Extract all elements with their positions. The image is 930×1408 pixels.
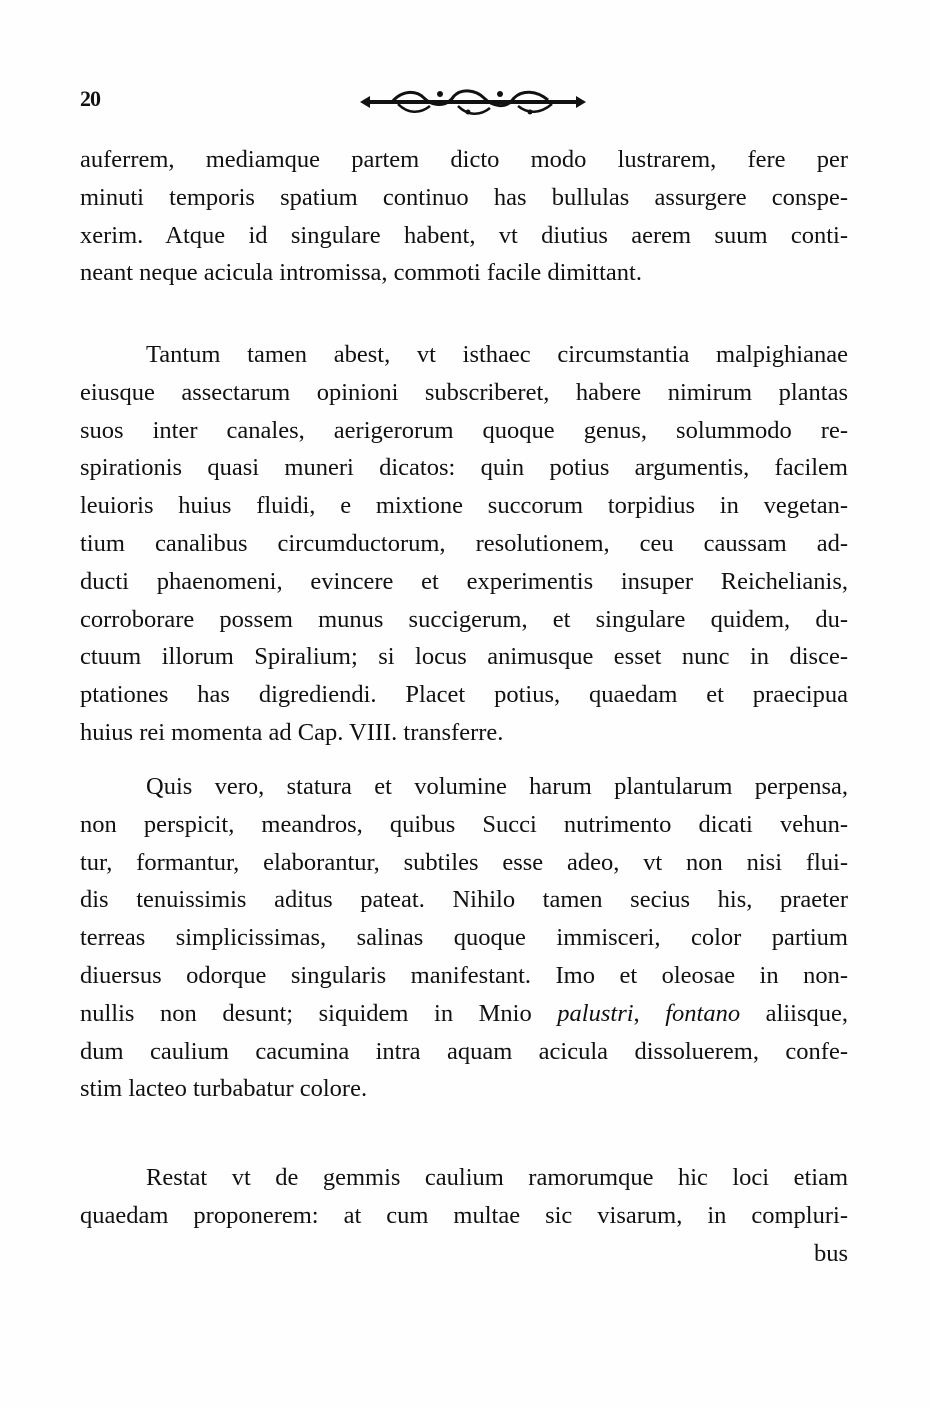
paragraph-2 [80, 336, 848, 752]
text-line: ctuum illorum Spiralium; si locus animusque esset nunc in disce- [80, 643, 848, 671]
species-name-fontano: fontano [665, 999, 741, 1027]
paragraph-1 [80, 141, 848, 292]
text-line: suos inter canales, aerigerorum quoque genus, solummodo re- [80, 416, 848, 444]
text-line: Restat vt de gemmis caulium ramorumque hic loci etiam [146, 1164, 848, 1191]
text-line: leuioris huius fluidi, e mixtione succorum torpidius in vegetan- [80, 492, 848, 520]
text-line: terreas simplicissimas, salinas quoque immisceri, color partium [80, 924, 848, 952]
text-line: dis tenuissimis aditus pateat. Nihilo tamen secius his, praeter [80, 886, 848, 914]
text-line: ptationes has digrediendi. Placet potius, quaedam et praecipua [80, 681, 848, 709]
text-line: auferrem, mediamque partem dicto modo lustrarem, fere per [80, 146, 848, 173]
page-number: 20 [80, 86, 100, 111]
text-line: corroborare possem munus succigerum, et singulare quidem, du- [80, 605, 848, 633]
text-line-with-italics [80, 995, 848, 1033]
text-segment: nullis non desunt; siquidem in Mnio [80, 999, 532, 1027]
text-line: diuersus odorque singularis manifestant. Imo et oleosae in non- [80, 961, 848, 989]
text-line: dum caulium cacumina intra aquam acicula dissoluerem, confe- [80, 1037, 848, 1065]
paragraph-4 [80, 1159, 848, 1272]
text-line: stim lacteo turbabatur colore. [80, 1075, 368, 1103]
text-segment: aliisque, [765, 999, 849, 1027]
text-line: minuti temporis spatium continuo has bullulas assurgere conspe- [80, 183, 848, 211]
text-line: quaedam proponerem: at cum multae sic visarum, in compluri- [80, 1201, 848, 1229]
species-name-palustri: palustri [557, 999, 634, 1027]
catchword: bus [813, 1239, 848, 1267]
text-line: eiusque assectarum opinioni subscriberet, habere nimirum plantas [80, 378, 848, 406]
text-line: ducti phaenomeni, evincere et experimentis insuper Reichelianis, [80, 567, 848, 595]
text-line: Tantum tamen abest, vt isthaec circumstantia malpighianae [146, 341, 848, 368]
text-line: Quis vero, statura et volumine harum plantularum perpensa, [146, 773, 848, 800]
ornament-icon [358, 84, 588, 120]
text-line: spirationis quasi muneri dicatos: quin potius argumentis, facilem [80, 454, 848, 482]
text-line: huius rei momenta ad Cap. VIII. transferre. [80, 718, 504, 746]
text-line: tium canalibus circumductorum, resolutionem, ceu caussam ad- [80, 529, 848, 557]
text-line: non perspicit, meandros, quibus Succi nutrimento dicati vehun- [80, 810, 848, 838]
paragraph-3 [80, 768, 848, 1108]
text-segment: , [633, 999, 640, 1027]
text-line: xerim. Atque id singulare habent, vt diutius aerem suum conti- [80, 221, 848, 249]
text-line: tur, formantur, elaborantur, subtiles esse adeo, vt non nisi flui- [80, 848, 848, 876]
text-line: neant neque acicula intromissa, commoti facile dimittant. [80, 259, 642, 287]
